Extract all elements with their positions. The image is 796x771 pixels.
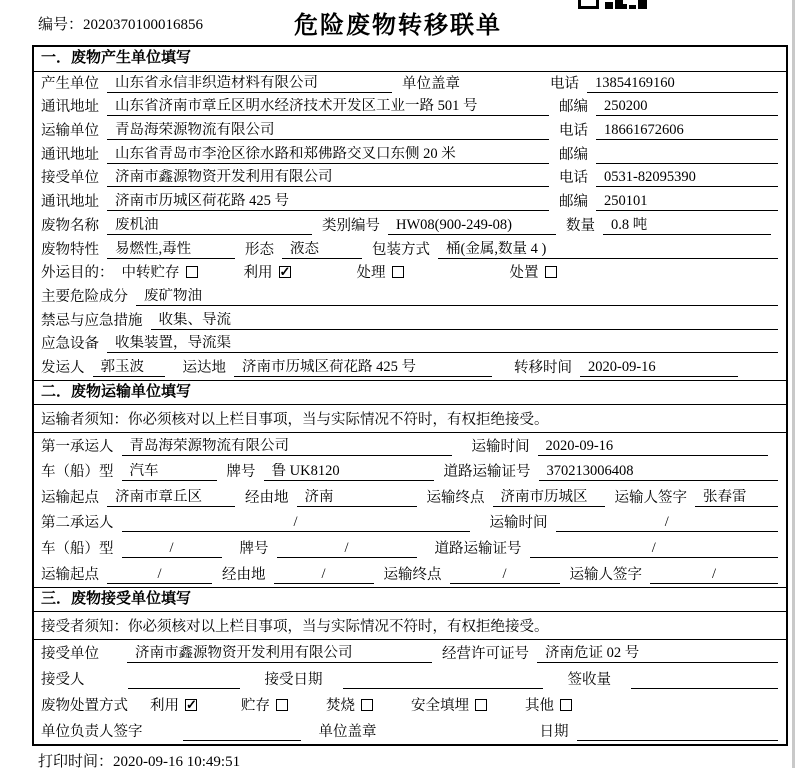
- row-transporter: [34, 119, 786, 143]
- row-sender: [34, 356, 786, 380]
- producer-phone-value: 13854169160: [587, 75, 778, 93]
- transfer-time-value: 2020-09-16: [580, 359, 738, 377]
- transporter-value: 青岛海荣源物流有限公司: [107, 122, 549, 140]
- vehicle1-value: 汽车: [122, 463, 217, 481]
- quantity-value: 0.8 吨: [603, 217, 771, 235]
- plate1-value: 鲁 UK8120: [264, 463, 434, 481]
- date-value: [577, 724, 779, 741]
- accept-unit-label: 接受单位: [41, 645, 99, 662]
- row-carrier2: [34, 510, 786, 536]
- origin1-value: 济南市章丘区: [107, 489, 235, 507]
- transporter-address-value: 山东省青岛市李沧区徐水路和郑佛路交叉口东侧 20 米: [107, 146, 549, 164]
- category-value: HW08(900-249-08): [388, 217, 556, 235]
- character-value: 易燃性,毒性: [107, 241, 235, 259]
- address-label: 通讯地址: [41, 194, 99, 211]
- destination-value: 济南市历城区荷花路 425 号: [234, 359, 492, 377]
- quantity-label: 数量: [566, 217, 595, 234]
- address-label: 通讯地址: [41, 146, 99, 163]
- character-label: 废物特性: [41, 241, 99, 258]
- hazard-label: 主要危险成分: [41, 288, 128, 305]
- unit-seal-label: 单位盖章: [318, 723, 377, 740]
- checkbox-icon: [276, 699, 288, 711]
- carrier-sign-label: 运输人签字: [569, 566, 642, 583]
- acceptor-label: 接受人: [41, 671, 85, 688]
- equipment-label: 应急设备: [41, 336, 99, 353]
- option-label: 利用: [243, 265, 273, 282]
- phone-label: 电话: [559, 123, 588, 140]
- receiver-phone-value: 0531-82095390: [596, 169, 778, 187]
- disposal-option-landfill: [411, 698, 487, 715]
- origin2-value: /: [107, 566, 212, 584]
- option-label: 中转贮存: [121, 265, 180, 282]
- sender-value: 郭玉波: [93, 359, 165, 377]
- row-waste-name: [34, 214, 786, 238]
- row-route1: [34, 484, 786, 510]
- receiver-label: 接受单位: [41, 170, 99, 187]
- accept-date-label: 接受日期: [264, 671, 323, 688]
- plate-label: 牌号: [226, 464, 256, 481]
- carrier1-value: 青岛海荣源物流有限公司: [122, 438, 452, 456]
- vehicle-label: 车（船）型: [41, 464, 114, 481]
- taboo-label: 禁忌与应急措施: [41, 312, 143, 329]
- carrier2-label: 第二承运人: [41, 515, 114, 532]
- plate2-value: /: [277, 540, 417, 558]
- acceptor-value: [128, 672, 240, 689]
- checkbox-icon: [185, 699, 197, 711]
- row-hazard: [34, 285, 786, 309]
- license-label: 道路运输证号: [434, 540, 522, 557]
- checkbox-icon: [279, 266, 291, 278]
- receiver-value: 济南市鑫源物资开发利用有限公司: [107, 169, 549, 187]
- manifest-number-value: 2020370100016856: [83, 17, 204, 33]
- carrier2-time-value: /: [556, 514, 779, 532]
- permit-value: 济南危证 02 号: [537, 645, 778, 663]
- carrier1-label: 第一承运人: [41, 438, 114, 455]
- checkbox-icon: [392, 266, 404, 278]
- section1-title: 一．废物产生单位填写: [34, 47, 786, 72]
- origin-label: 运输起点: [41, 566, 99, 583]
- section3-note: 接受者须知：你必须核对以上栏目事项，当与实际情况不符时，有权拒绝接受。: [34, 612, 786, 640]
- checkbox-icon: [560, 699, 572, 711]
- waste-name-value: 废机油: [107, 217, 312, 235]
- row-acceptor: [34, 666, 786, 692]
- producer-label: 产生单位: [41, 75, 99, 92]
- row-producer: [34, 72, 786, 96]
- accept-unit-value: 济南市鑫源物资开发利用有限公司: [127, 645, 432, 663]
- print-time-label: 打印时间：: [38, 754, 114, 770]
- zip-label: 邮编: [559, 146, 588, 163]
- qr-code-fragment-icon: [578, 0, 654, 10]
- amount-value: [631, 672, 778, 689]
- category-label: 类别编号: [322, 217, 380, 234]
- origin-label: 运输起点: [41, 489, 99, 506]
- hazard-value: 废矿物油: [136, 288, 778, 306]
- license2-value: /: [530, 540, 779, 558]
- checkbox-icon: [361, 699, 373, 711]
- transport-time-label: 运输时间: [471, 438, 530, 455]
- accept-date-value: [343, 672, 543, 689]
- zip-label: 邮编: [559, 194, 588, 211]
- carrier1-time-value: 2020-09-16: [538, 438, 768, 456]
- page-title: 危险废物转移联单: [294, 13, 502, 39]
- disposal-label: 废物处置方式: [41, 697, 128, 714]
- end1-value: 济南市历城区: [493, 489, 605, 507]
- disposal-option-use: [150, 698, 197, 715]
- disposal-option-store: [241, 698, 288, 715]
- row-producer-address: [34, 96, 786, 120]
- receiver-address-value: 济南市历城区荷花路 425 号: [107, 193, 549, 211]
- sign1-value: 张春雷: [695, 489, 778, 507]
- producer-zip-value: 250200: [596, 98, 778, 116]
- end2-value: /: [450, 566, 560, 584]
- phone-label: 电话: [550, 75, 579, 92]
- section2-title: 二．废物运输单位填写: [34, 380, 786, 405]
- option-label: 处置: [509, 265, 539, 282]
- transporter-zip-value: [596, 147, 778, 164]
- producer-address-value: 山东省济南市章丘区明水经济技术开发区工业一路 501 号: [107, 98, 549, 116]
- sender-label: 发运人: [41, 359, 85, 376]
- plate-label: 牌号: [239, 540, 269, 557]
- receiver-zip-value: 250101: [596, 193, 778, 211]
- end-label: 运输终点: [383, 566, 442, 583]
- option-label: 利用: [150, 697, 179, 714]
- license1-value: 370213006408: [539, 463, 779, 481]
- manifest-form: [32, 45, 788, 746]
- row-receiver-address: [34, 190, 786, 214]
- checkbox-icon: [186, 266, 198, 278]
- checkbox-icon: [475, 699, 487, 711]
- via1-value: 济南: [297, 489, 417, 507]
- row-transporter-address: [34, 143, 786, 167]
- row-accept-unit: [34, 640, 786, 666]
- print-time-value: 2020-09-16 10:49:51: [113, 754, 241, 770]
- via-label: 经由地: [245, 489, 289, 506]
- transport-time-label: 运输时间: [489, 515, 548, 532]
- producer-value: 山东省永信非织造材料有限公司: [107, 75, 392, 93]
- amount-label: 签收量: [567, 671, 611, 688]
- row-vehicle1: [34, 459, 786, 485]
- checkbox-icon: [545, 266, 557, 278]
- row-carrier1: [34, 433, 786, 459]
- option-label: 贮存: [241, 697, 270, 714]
- taboo-value: 收集、导流: [151, 312, 779, 330]
- head-sign-label: 单位负责人签字: [41, 723, 143, 740]
- license-label: 道路运输证号: [443, 464, 531, 481]
- purpose-label: 外运目的：: [41, 265, 114, 282]
- via-label: 经由地: [222, 566, 266, 583]
- section2-note: 运输者须知：你必须核对以上栏目事项，当与实际情况不符时，有权拒绝接受。: [34, 405, 786, 433]
- option-label: 安全填埋: [411, 697, 469, 714]
- disposal-option-other: [525, 698, 572, 715]
- destination-label: 运达地: [182, 359, 226, 376]
- zip-label: 邮编: [559, 99, 588, 116]
- sign2-value: /: [650, 566, 778, 584]
- form-label: 形态: [245, 241, 274, 258]
- packing-label: 包装方式: [372, 241, 430, 258]
- row-vehicle2: [34, 535, 786, 561]
- row-receiver: [34, 167, 786, 191]
- end-label: 运输终点: [426, 489, 485, 506]
- document-header: [0, 0, 796, 45]
- option-label: 处理: [356, 265, 386, 282]
- permit-label: 经营许可证号: [442, 645, 529, 662]
- via2-value: /: [274, 566, 374, 584]
- waste-name-label: 废物名称: [41, 217, 99, 234]
- row-waste-character: [34, 238, 786, 262]
- head-sign-value: [183, 724, 301, 741]
- vehicle2-value: /: [122, 540, 222, 558]
- unit-seal-label: 单位盖章: [402, 75, 460, 92]
- date-label: 日期: [539, 723, 569, 740]
- phone-label: 电话: [559, 170, 588, 187]
- option-label: 焚烧: [326, 697, 355, 714]
- transfer-time-label: 转移时间: [514, 359, 572, 376]
- address-label: 通讯地址: [41, 99, 99, 116]
- row-equipment: [34, 333, 786, 357]
- option-label: 其他: [525, 697, 554, 714]
- vehicle-label: 车（船）型: [41, 540, 114, 557]
- row-route2: [34, 561, 786, 587]
- purpose-option-dispose: [510, 265, 557, 282]
- transporter-label: 运输单位: [41, 123, 99, 140]
- purpose-option-transfer: [122, 265, 198, 282]
- row-purpose: [34, 262, 786, 286]
- purpose-option-use: [244, 265, 291, 282]
- manifest-number-label: 编号：: [38, 17, 84, 33]
- row-taboo: [34, 309, 786, 333]
- carrier-sign-label: 运输人签字: [614, 489, 687, 506]
- row-head-sign: [34, 718, 786, 744]
- section3-title: 三．废物接受单位填写: [34, 587, 786, 612]
- disposal-option-burn: [326, 698, 373, 715]
- transporter-phone-value: 18661672606: [596, 122, 778, 140]
- carrier2-value: /: [122, 514, 470, 532]
- purpose-option-treat: [357, 265, 404, 282]
- form-value: 液态: [282, 241, 362, 259]
- row-disposal: [34, 692, 786, 718]
- page-edge: [792, 0, 795, 768]
- packing-value: 桶(金属,数量 4 ): [438, 241, 778, 259]
- equipment-value: 收集装置，导流渠: [107, 335, 778, 353]
